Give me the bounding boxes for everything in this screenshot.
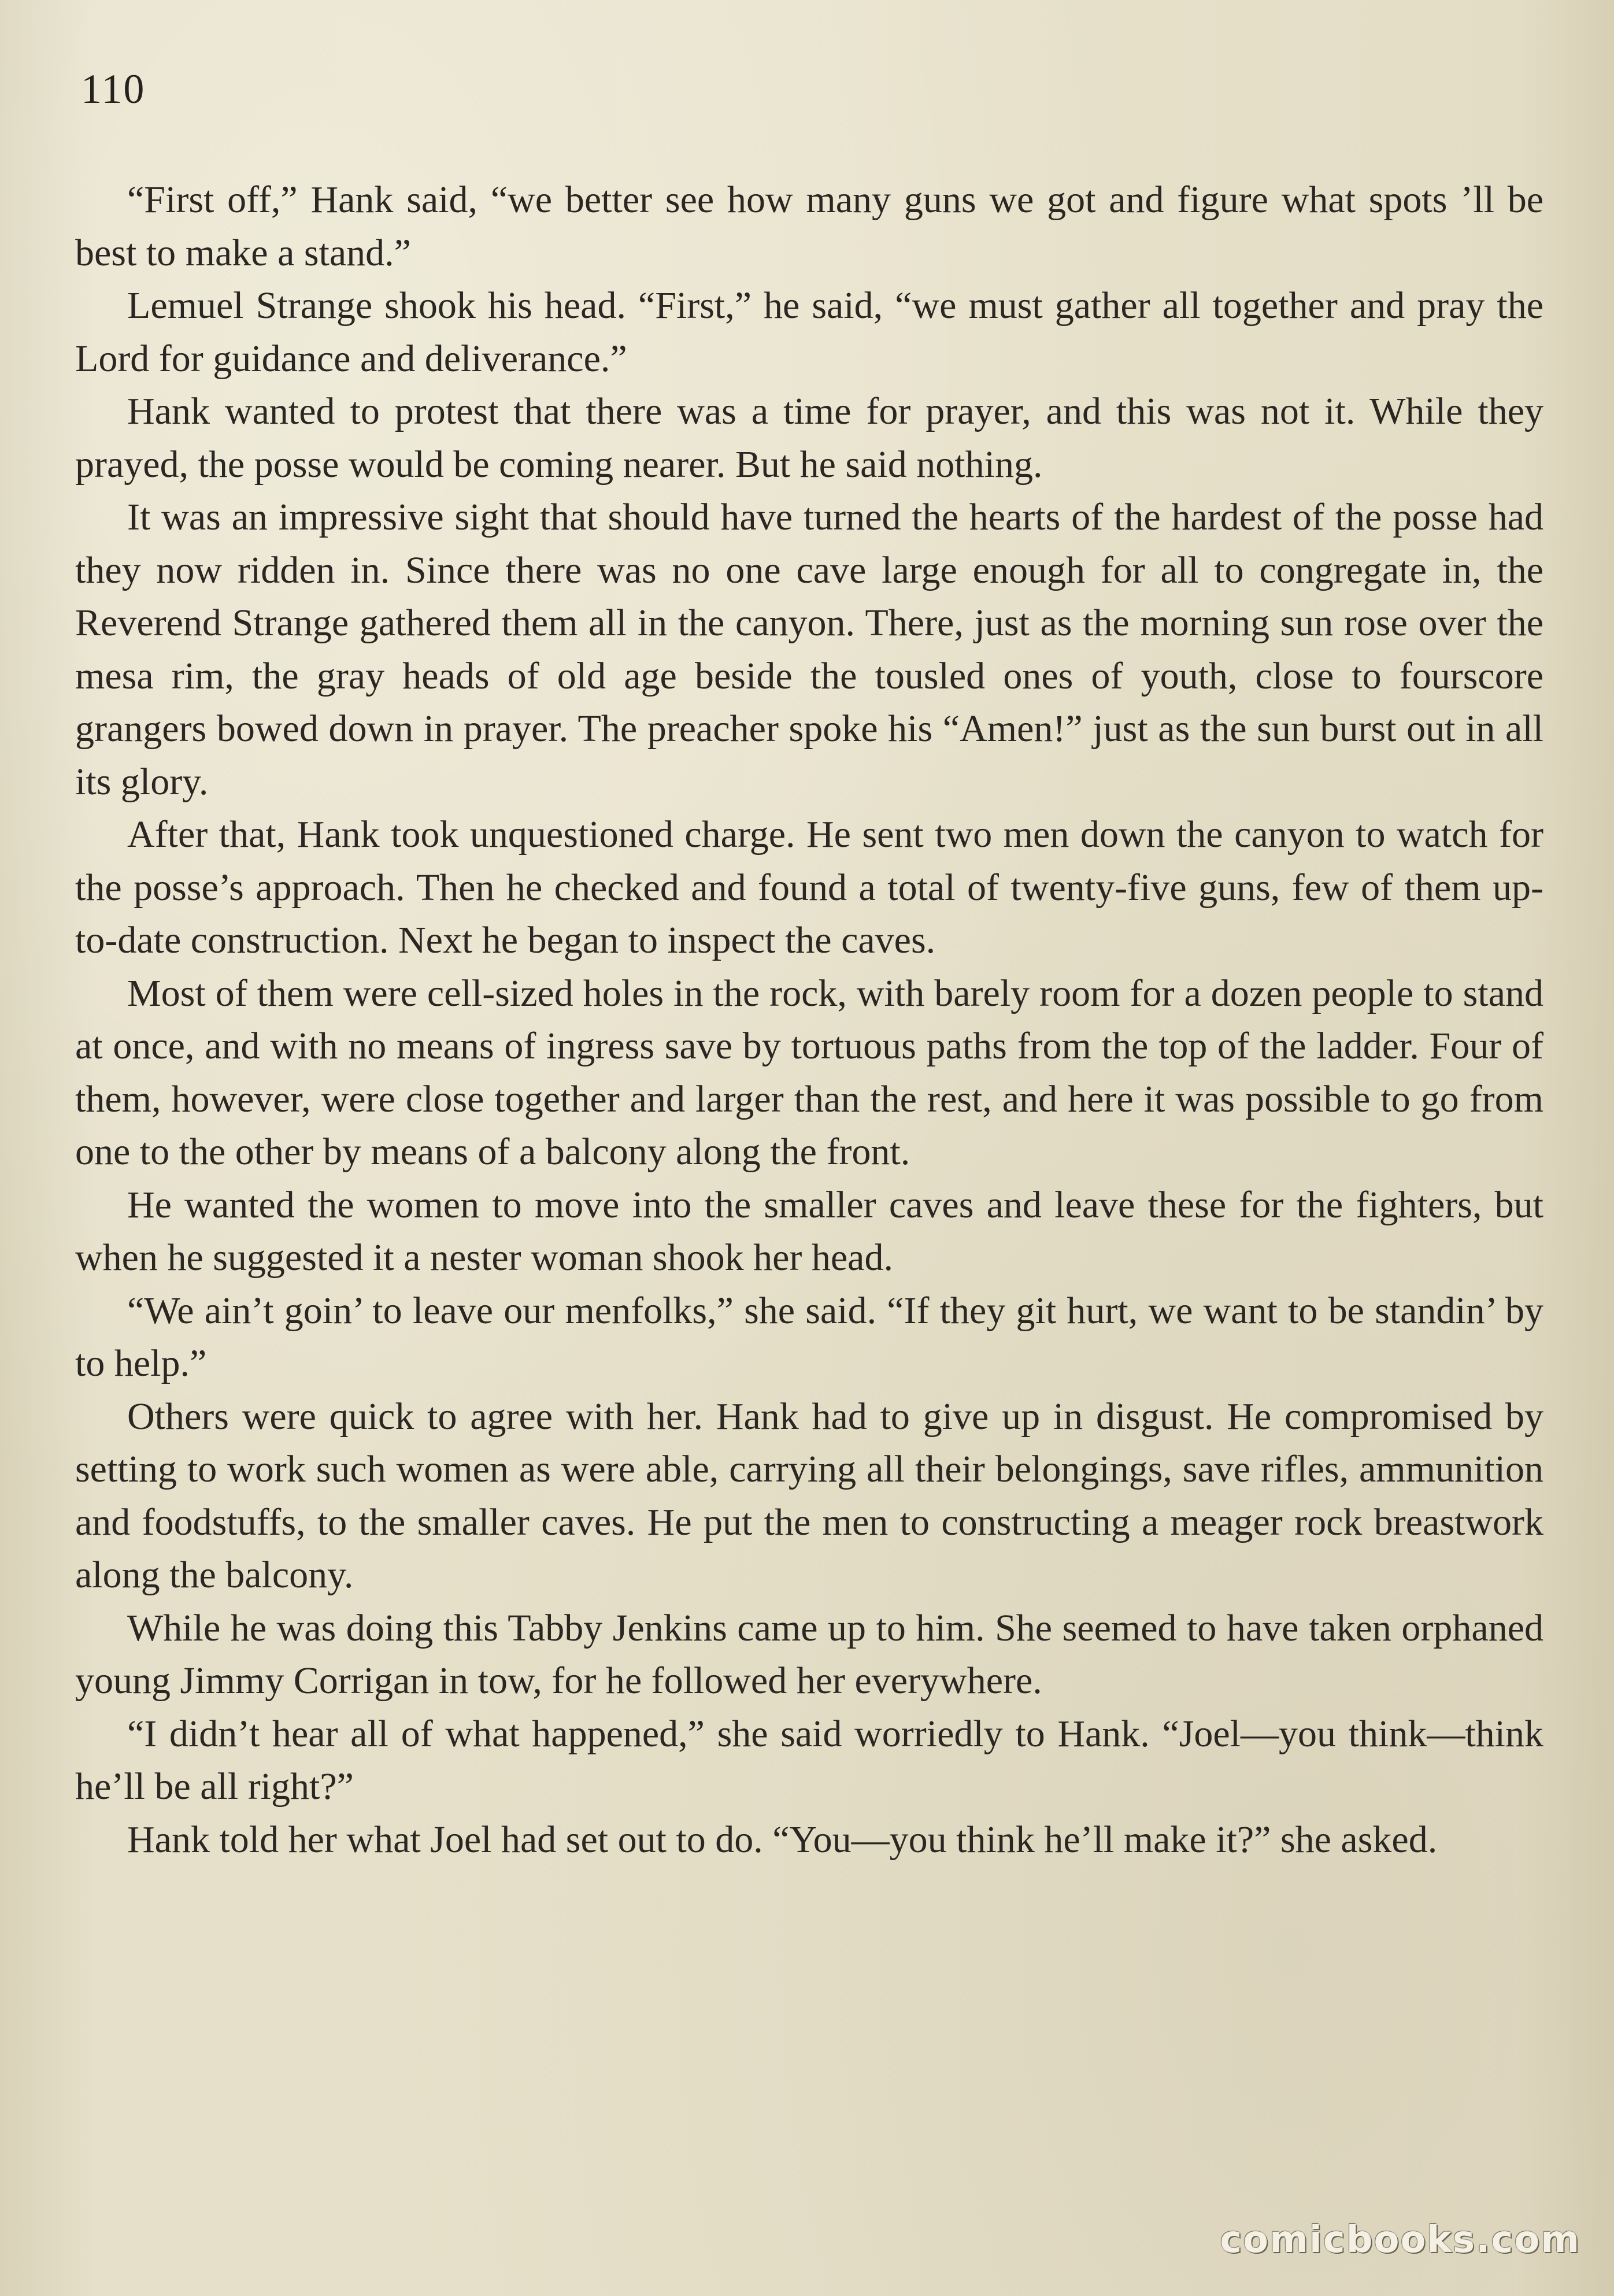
paragraph-9: Others were quick to agree with her. Hank had to give up in disgust. He compromised by setting to work such women as were able, carrying all their belongings, save rifles, ammunition and foodstuffs, to the smaller caves. He put the men to constructing a meager rock breastwork along the balcony.: [75, 1395, 1543, 1596]
paragraph-5: After that, Hank took unquestioned charge. He sent two men down the canyon to watch for the posse’s approach. Then he checked and found a total of twenty-five guns, few of them up-to-date construction. Next he began to inspect the caves.: [75, 813, 1543, 961]
body-text: [75, 173, 1543, 1866]
paragraph-6: Most of them were cell-sized holes in the rock, with barely room for a dozen people to stand at once, and with no means of ingress save by tortuous paths from the top of the ladder. Four of them, however, were close together and larger than the rest, and here it was possible to go from one to the other by means of a balcony along the front.: [75, 972, 1543, 1173]
paragraph-2: Lemuel Strange shook his head. “First,” he said, “we must gather all together and pray the Lord for guidance and deliverance.”: [75, 284, 1543, 380]
watermark: comicbooks.com: [1220, 2219, 1580, 2261]
paragraph-4: It was an impressive sight that should have turned the hearts of the hardest of the posse had they now ridden in. Since there was no one cave large enough for all to congregate in, the Reverend Strange gathered them all in the canyon. There, just as the morning sun rose over the mesa rim, the gray heads of old age beside the tousled ones of youth, close to fourscore grangers bowed down in prayer. The preacher spoke his “Amen!” just as the sun burst out in all its glory.: [75, 496, 1543, 803]
page-number: 110: [81, 66, 146, 112]
paragraph-3: Hank wanted to protest that there was a time for prayer, and this was not it. While they prayed, the posse would be coming nearer. But he said nothing.: [75, 390, 1543, 486]
paragraph-11: “I didn’t hear all of what happened,” she said worriedly to Hank. “Joel—you think—think he’ll be all right?”: [75, 1712, 1543, 1808]
paragraph-10: While he was doing this Tabby Jenkins came up to him. She seemed to have taken orphaned young Jimmy Corrigan in tow, for he followed her everywhere.: [75, 1606, 1543, 1702]
paragraph-1: “First off,” Hank said, “we better see how many guns we got and figure what spots ’ll be best to make a stand.”: [75, 179, 1543, 274]
paragraph-8: “We ain’t goin’ to leave our menfolks,” she said. “If they git hurt, we want to be standin’ by to help.”: [75, 1289, 1543, 1384]
paragraph-7: He wanted the women to move into the smaller caves and leave these for the fighters, but when he suggested it a nester woman shook her head.: [75, 1183, 1543, 1279]
paragraph-12: Hank told her what Joel had set out to do. “You—you think he’ll make it?” she asked.: [127, 1818, 1438, 1861]
